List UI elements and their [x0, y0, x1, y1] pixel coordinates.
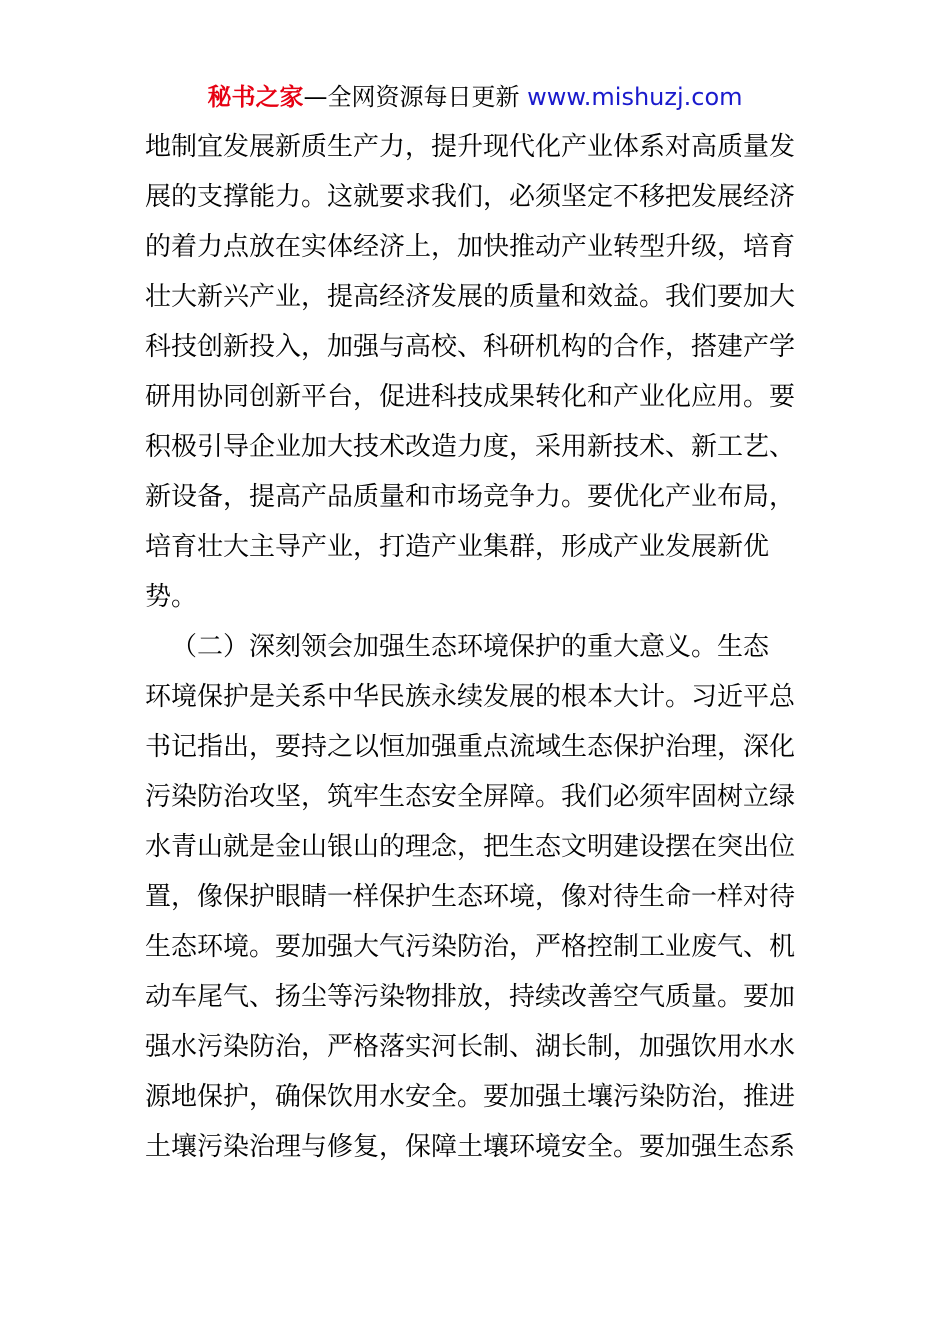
text-line: 强水污染防治，严格落实河长制、湖长制，加强饮用水水 [145, 1032, 796, 1062]
text-line: 污染防治攻坚，筑牢生态安全屏障。我们必须牢固树立绿 [145, 782, 796, 812]
text-line: 土壤污染治理与修复，保障土壤环境安全。要加强生态系 [145, 1132, 796, 1162]
text-line: 培育壮大主导产业，打造产业集群，形成产业发展新优 [145, 532, 770, 562]
text-line: 展的支撑能力。这就要求我们，必须坚定不移把发展经济 [145, 182, 796, 212]
site-url-link[interactable]: www.mishuzj.com [527, 83, 743, 111]
text-line: 壮大新兴产业，提高经济发展的质量和效益。我们要加大 [145, 282, 796, 312]
text-line: 源地保护，确保饮用水安全。要加强土壤污染防治，推进 [145, 1082, 796, 1112]
text-line: 置，像保护眼睛一样保护生态环境，像对待生命一样对待 [145, 882, 796, 912]
text-line: 的着力点放在实体经济上，加快推动产业转型升级，培育 [145, 232, 796, 262]
text-line: 水青山就是金山银山的理念，把生态文明建设摆在突出位 [145, 832, 796, 862]
text-line: 积极引导企业加大技术改造力度，采用新技术、新工艺、 [145, 432, 796, 462]
text-line: 环境保护是关系中华民族永续发展的根本大计。习近平总 [145, 682, 796, 712]
text-line: 书记指出，要持之以恒加强重点流域生态保护治理，深化 [145, 732, 796, 762]
text-line: 地制宜发展新质生产力，提升现代化产业体系对高质量发 [145, 132, 796, 162]
text-line: 生态环境。要加强大气污染防治，严格控制工业废气、机 [145, 932, 796, 962]
document-body [145, 122, 810, 1172]
text-line: 动车尾气、扬尘等污染物排放，持续改善空气质量。要加 [145, 982, 796, 1012]
page-header [0, 80, 950, 114]
text-line: 新设备，提高产品质量和市场竞争力。要优化产业布局， [145, 482, 796, 512]
site-tagline: —全网资源每日更新 [303, 83, 520, 111]
text-line: 研用协同创新平台，促进科技成果转化和产业化应用。要 [145, 382, 796, 412]
text-line: 科技创新投入，加强与高校、科研机构的合作，搭建产学 [145, 332, 796, 362]
site-brand: 秘书之家 [207, 83, 304, 111]
text-line: （二）深刻领会加强生态环境保护的重大意义。生态 [171, 632, 770, 662]
text-line: 势。 [145, 582, 198, 612]
